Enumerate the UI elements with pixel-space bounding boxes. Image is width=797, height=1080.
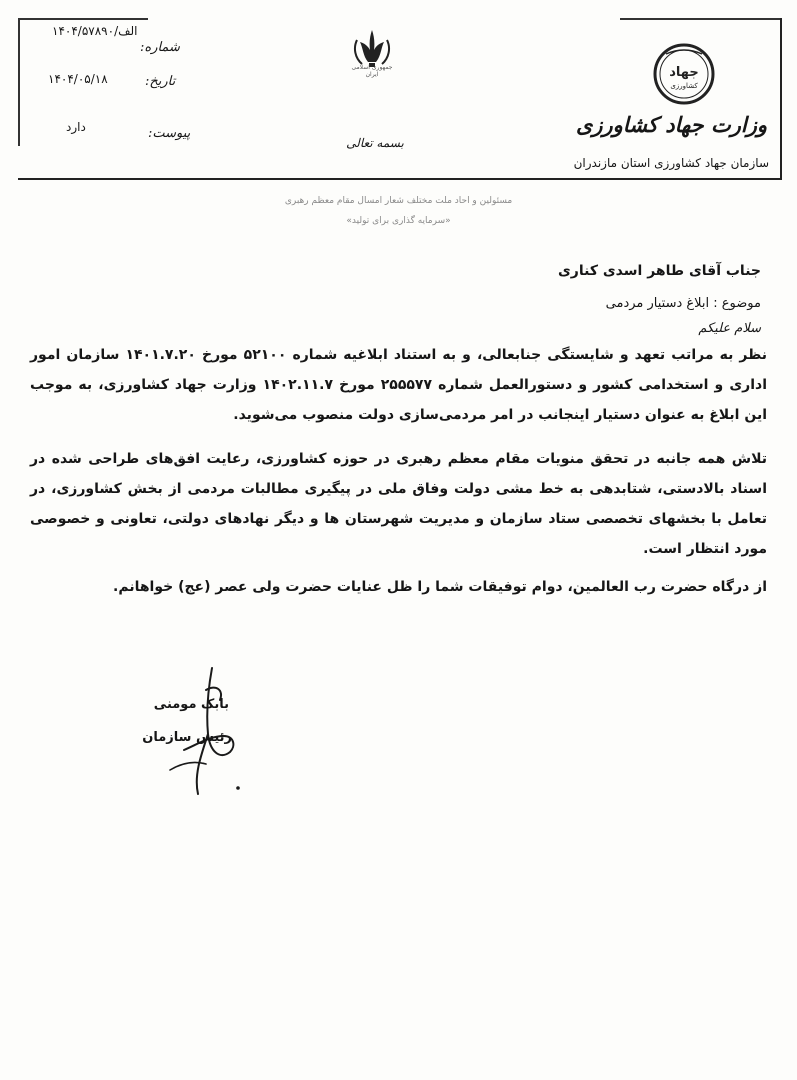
paragraph-2: تلاش همه جانبه در تحقق منویات مقام معظم رهبری در حوزه کشاورزی، رعایت افق‌های طراحی شده در اسناد بالادستی، شتابدهی به خط مشی دولت وفاق ملی در پیگیری مطالبات مردمی از بخش کشاورزی، در تعامل با بخشهای تخصصی ستاد سازمان و مدیریت شهرستان ها و دیگر نهادهای دولتی، تعاونی و خصوصی مورد انتظار است. [30, 451, 767, 557]
subject: موضوع : ابلاغ دستیار مردمی [605, 296, 761, 311]
date-value: ۱۴۰۴/۰۵/۱۸ [48, 72, 108, 86]
emblem-caption: جمهوری اسلامی ایران [351, 64, 393, 78]
number-label: شماره: [140, 40, 180, 55]
basmala: بسمه تعالی [346, 136, 404, 150]
recipient: جناب آقای طاهر اسدی کناری [557, 263, 761, 279]
greeting: سلام علیکم [698, 321, 761, 336]
slogan-line-1: مسئولین و احاد ملت مختلف شعار امسال مقام معظم رهبری [284, 196, 513, 206]
paragraph-3: از درگاه حضرت رب العالمین، دوام توفیقات شما را ظل عنایات حضرت ولی عصر (عج) خواهانم. [113, 579, 767, 595]
signer-name: بابک مومنی [153, 697, 229, 712]
logo-text: جهاد [669, 65, 699, 80]
header-left-rule [18, 18, 20, 146]
header-top-rule-left [18, 18, 148, 20]
attachment-label: پیوست: [148, 126, 191, 141]
slogan-line-2: «سرمایه گذاری برای تولید» [346, 216, 451, 226]
signer-title: رئیس سازمان [142, 730, 232, 745]
ministry-name: وزارت جهاد کشاورزی [575, 112, 767, 137]
header-top-rule-right [620, 18, 780, 20]
number-value: ۱۴۰۴/الف/۵۷۸۹۰ [52, 24, 138, 38]
organization-name: سازمان جهاد کشاورزی استان مازندران [573, 156, 769, 170]
attachment-value: دارد [66, 120, 86, 134]
paragraph-1: نظر به مراتب تعهد و شایستگی جنابعالی، و به استناد ابلاغیه شماره ۵۲۱۰۰ مورخ ۱۴۰۱.۷.۲۰ سازمان امور اداری و استخدامی کشور و دستورالعمل شماره ۲۵۵۵۷۷ مورخ ۱۴۰۲.۱۱.۷ وزارت جهاد کشاورزی، به موجب این ابلاغ به عنوان دستیار اینجانب در امر مردمی‌سازی دولت منصوب می‌شوید. [30, 347, 768, 423]
logo-subtext: کشاورزی [670, 82, 698, 90]
ministry-logo [652, 42, 716, 106]
date-label: تاریخ: [145, 74, 176, 89]
